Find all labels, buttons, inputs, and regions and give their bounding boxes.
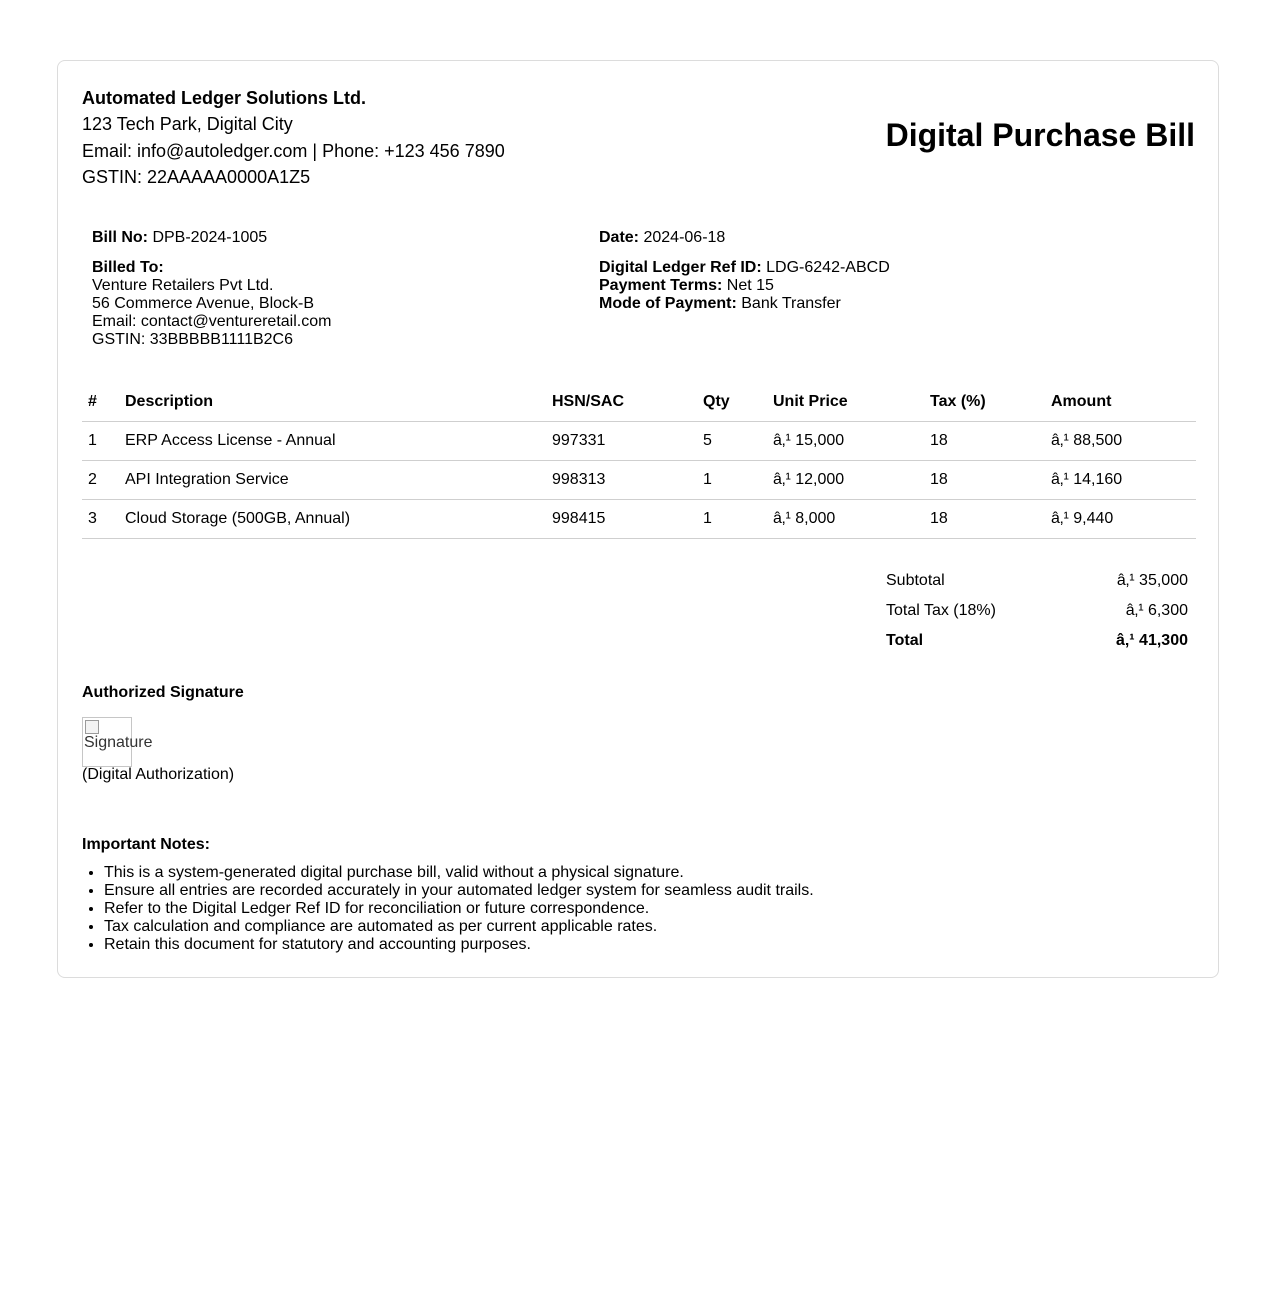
table-row: [82, 422, 1196, 461]
purchase-bill: [57, 60, 1219, 978]
billed-to: [92, 259, 331, 349]
cell-tax: 18: [924, 500, 1045, 539]
company-contact: Email: info@autoledger.com | Phone: +123 456 7890: [82, 141, 505, 161]
cell-amount: â‚¹ 9,440: [1045, 500, 1196, 539]
table-row: [82, 500, 1196, 539]
billed-to-email: Email: contact@ventureretail.com: [92, 313, 332, 330]
signature-alt-text: Signature: [84, 734, 153, 751]
cell-description: Cloud Storage (500GB, Annual): [119, 500, 546, 539]
ledger-ref-label: Digital Ledger Ref ID:: [599, 259, 762, 276]
bill-date-value: 2024-06-18: [643, 229, 726, 246]
signature-caption: (Digital Authorization): [82, 766, 235, 783]
grand-total-row: [886, 632, 1188, 652]
ledger-ref-value: LDG-6242-ABCD: [766, 259, 890, 276]
table-header-row: [82, 383, 1196, 422]
cell-tax: 18: [924, 422, 1045, 461]
header-hsn-sac: HSN/SAC: [546, 383, 697, 422]
header-unit-price: Unit Price: [767, 383, 924, 422]
company-address: 123 Tech Park, Digital City: [82, 114, 293, 134]
cell-description: ERP Access License - Annual: [119, 422, 546, 461]
cell-qty: 1: [697, 500, 767, 539]
bill-number-label: Bill No:: [92, 229, 148, 246]
payment-mode: [599, 295, 890, 313]
bill-date-label: Date:: [599, 229, 640, 246]
list-item: • Refer to the Digital Ledger Ref ID for reconciliation or future correspondence.: [104, 900, 814, 918]
ledger-details: [599, 259, 890, 313]
cell-description: API Integration Service: [119, 461, 546, 500]
billed-to-address: 56 Commerce Avenue, Block-B: [92, 295, 315, 312]
billed-to-name: Venture Retailers Pvt Ltd.: [92, 277, 274, 294]
cell-qty: 1: [697, 461, 767, 500]
cell-hsn-sac: 998313: [546, 461, 697, 500]
payment-terms-value: Net 15: [726, 277, 774, 294]
signature-heading: Authorized Signature: [82, 684, 244, 701]
grand-total-value: â‚¹ 41,300: [1115, 632, 1188, 649]
bill-number: [92, 229, 267, 247]
broken-image-icon: [85, 720, 99, 734]
header-tax: Tax (%): [924, 383, 1045, 422]
cell-amount: â‚¹ 14,160: [1045, 461, 1196, 500]
cell-amount: â‚¹ 88,500: [1045, 422, 1196, 461]
payment-terms-label: Payment Terms:: [599, 277, 723, 294]
cell-index: 2: [82, 461, 119, 500]
company-gstin: GSTIN: 22AAAAA0000A1Z5: [82, 167, 311, 187]
subtotal-row: [886, 572, 1188, 592]
header-qty: Qty: [697, 383, 767, 422]
bill-number-value: DPB-2024-1005: [152, 229, 268, 246]
cell-index: 1: [82, 422, 119, 461]
payment-mode-label: Mode of Payment:: [599, 295, 737, 312]
subtotal-label: Subtotal: [886, 572, 945, 589]
cell-qty: 5: [697, 422, 767, 461]
notes-heading: Important Notes:: [82, 836, 210, 853]
notes-list: [82, 864, 814, 954]
list-item: • Ensure all entries are recorded accurately in your automated ledger system for seamless audit trails.: [104, 882, 814, 900]
subtotal-value: â‚¹ 35,000: [1116, 572, 1188, 589]
tax-total-label: Total Tax (18%): [886, 602, 996, 619]
bill-title: Digital Purchase Bill: [885, 117, 1195, 153]
payment-mode-value: Bank Transfer: [741, 295, 841, 312]
billed-to-gstin: GSTIN: 33BBBBB1111B2C6: [92, 331, 293, 348]
list-item: • Retain this document for statutory and accounting purposes.: [104, 936, 814, 954]
header-amount: Amount: [1045, 383, 1196, 422]
list-item: • Tax calculation and compliance are automated as per current applicable rates.: [104, 918, 814, 936]
cell-unit-price: â‚¹ 12,000: [767, 461, 924, 500]
table-row: [82, 461, 1196, 500]
list-item: • This is a system-generated digital purchase bill, valid without a physical signature.: [104, 864, 814, 882]
payment-terms: [599, 277, 890, 295]
items-table: [82, 383, 1196, 539]
tax-total-value: â‚¹ 6,300: [1125, 602, 1188, 619]
header-index: #: [82, 383, 119, 422]
cell-index: 3: [82, 500, 119, 539]
tax-row: [886, 602, 1188, 622]
header-description: Description: [119, 383, 546, 422]
bill-date: [599, 229, 725, 247]
cell-unit-price: â‚¹ 15,000: [767, 422, 924, 461]
company-name: Automated Ledger Solutions Ltd.: [82, 88, 366, 108]
cell-unit-price: â‚¹ 8,000: [767, 500, 924, 539]
ledger-ref: [599, 259, 890, 277]
cell-hsn-sac: 998415: [546, 500, 697, 539]
signature-image: [82, 717, 153, 767]
cell-hsn-sac: 997331: [546, 422, 697, 461]
cell-tax: 18: [924, 461, 1045, 500]
grand-total-label: Total: [886, 632, 924, 649]
billed-to-label: Billed To:: [92, 259, 164, 276]
